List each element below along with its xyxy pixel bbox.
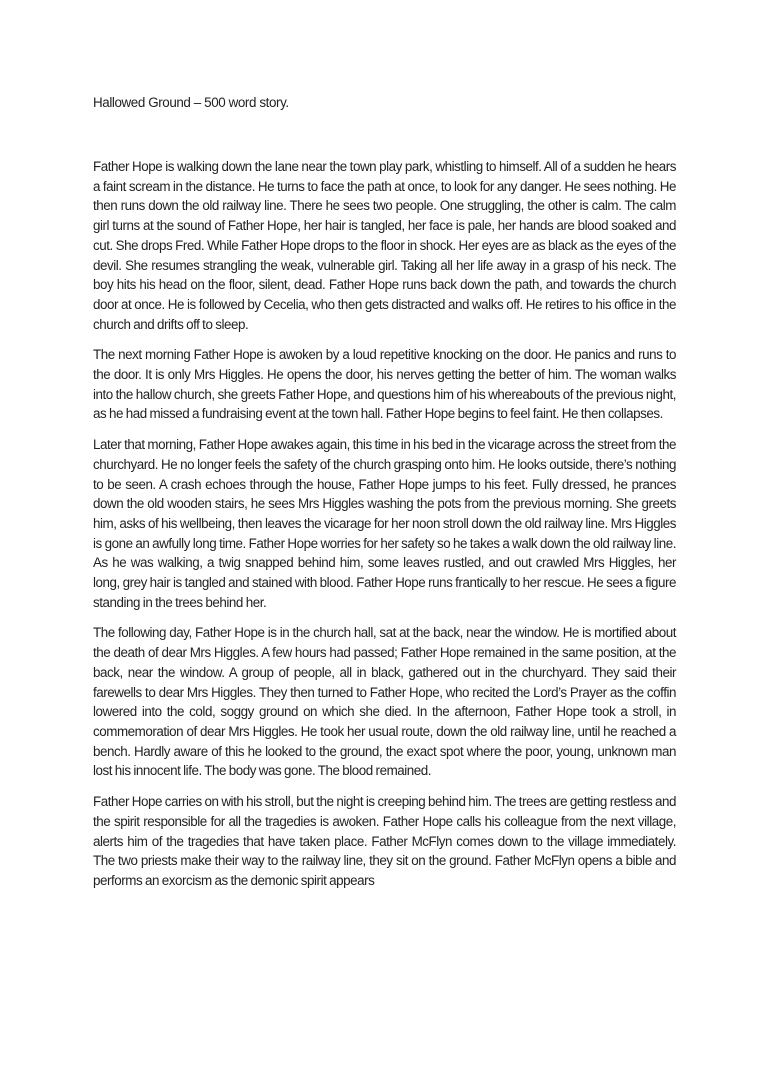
story-paragraph-4: The following day, Father Hope is in the church hall, sat at the back, near the window. He is mortified about the death of dear Mrs Higgles. A few hours had passed; Father Hope remained in the same position, at the back, near the window. A group of people, all in black, gathered out in the churchyard. They said their farewells to dear Mrs Higgles. They then turned to Father Hope, who recited the Lord’s Prayer as the coffin lowered into the cold, soggy ground on which she died. In the afternoon, Father Hope took a stroll, in commemoration of dear Mrs Higgles. He took her usual route, down the old railway line, until he reached a bench. Hardly aware of this he looked to the ground, the exact spot where the poor, young, unknown man lost his innocent life. The body was gone. The blood remained. xyxy=(93,625,676,779)
story-paragraph-2: The next morning Father Hope is awoken by a loud repetitive knocking on the door. He panics and runs to the door. It is only Mrs Higgles. He opens the door, his nerves getting the better of him. The woman walks into the hallow church, she greets Father Hope, and questions him of his whereabouts of the previous night, as he had missed a fundraising event at the town hall. Father Hope begins to feel faint. He then collapses. xyxy=(93,347,676,422)
story-paragraph-5: Father Hope carries on with his stroll, but the night is creeping behind him. The trees are getting restless and the spirit responsible for all the tragedies is awoken. Father Hope calls his colleague from the next village, alerts him of the tragedies that have taken place. Father McFlyn comes down to the village immediately. The two priests make their way to the railway line, they sit on the ground. Father McFlyn opens a bible and performs an exorcism as the demonic spirit appears xyxy=(93,794,676,888)
story-paragraph-3: Later that morning, Father Hope awakes again, this time in his bed in the vicarage across the street from the churchyard. He no longer feels the safety of the church grasping onto him. He looks outside, there’s nothing to be seen. A crash echoes through the house, Father Hope jumps to his feet. Fully dressed, he prances down the old wooden stairs, he sees Mrs Higgles washing the pots from the previous morning. She greets him, asks of his wellbeing, then leaves the vicarage for her noon stroll down the old railway line. Mrs Higgles is gone an awfully long time. Father Hope worries for her safety so he takes a walk down the old railway line. As he was walking, a twig snapped behind him, some leaves rustled, and out crawled Mrs Higgles, her long, grey hair is tangled and stained with blood. Father Hope runs frantically to her rescue. He sees a figure standing in the trees behind her. xyxy=(93,437,676,610)
document-title: Hallowed Ground – 500 word story. xyxy=(93,95,289,110)
story-body xyxy=(93,157,676,902)
story-paragraph-1: Father Hope is walking down the lane near the town play park, whistling to himself. All of a sudden he hears a faint scream in the distance. He turns to face the path at once, to look for any danger. He sees nothing. He then runs down the old railway line. There he sees two people. One struggling, the other is calm. The calm girl turns at the sound of Father Hope, her hair is tangled, her face is pale, her hands are blood soaked and cut. She drops Fred. While Father Hope drops to the floor in shock. Her eyes are as black as the eyes of the devil. She resumes strangling the weak, vulnerable girl. Taking all her life away in a grasp of his neck. The boy hits his head on the floor, silent, dead. Father Hope runs back down the path, and towards the church door at once. He is followed by Cecelia, who then gets distracted and walks off. He retires to his office in the church and drifts off to sleep. xyxy=(93,159,676,332)
